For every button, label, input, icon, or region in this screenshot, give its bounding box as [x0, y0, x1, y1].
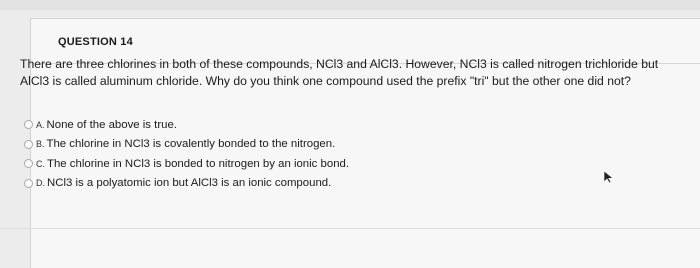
page-top-strip	[0, 0, 700, 10]
answer-letter: C.	[36, 158, 45, 169]
question-prompt: There are three chlorines in both of these compounds, NCl3 and AlCl3. However, NCl3 is called nitrogen trichloride but AlCl3 is called aluminum chloride. Why do you think one compound used the prefix "tri" but the other one did not?	[20, 57, 659, 88]
question-title: QUESTION 14	[58, 36, 133, 48]
answer-option-a[interactable]	[24, 115, 624, 135]
radio-button-d[interactable]	[24, 179, 33, 188]
answer-letter: D.	[36, 178, 45, 189]
answer-list	[24, 115, 624, 193]
answer-letter: B.	[36, 139, 45, 150]
radio-button-a[interactable]	[24, 120, 33, 129]
answer-label: The chlorine in NCl3 is bonded to nitrogen by an ionic bond.	[47, 157, 350, 170]
radio-button-b[interactable]	[24, 140, 33, 149]
answer-option-c[interactable]	[24, 154, 624, 174]
mouse-pointer-icon	[603, 170, 615, 184]
answer-label: NCl3 is a polyatomic ion but AlCl3 is an ionic compound.	[47, 177, 332, 190]
radio-button-c[interactable]	[24, 159, 33, 168]
answer-option-d[interactable]	[24, 174, 624, 194]
answer-letter: A.	[36, 119, 45, 130]
answer-option-b[interactable]	[24, 135, 624, 155]
answer-label: None of the above is true.	[46, 118, 177, 131]
answer-label: The chlorine in NCl3 is covalently bonded to the nitrogen.	[46, 138, 336, 151]
divider-line	[0, 228, 700, 229]
